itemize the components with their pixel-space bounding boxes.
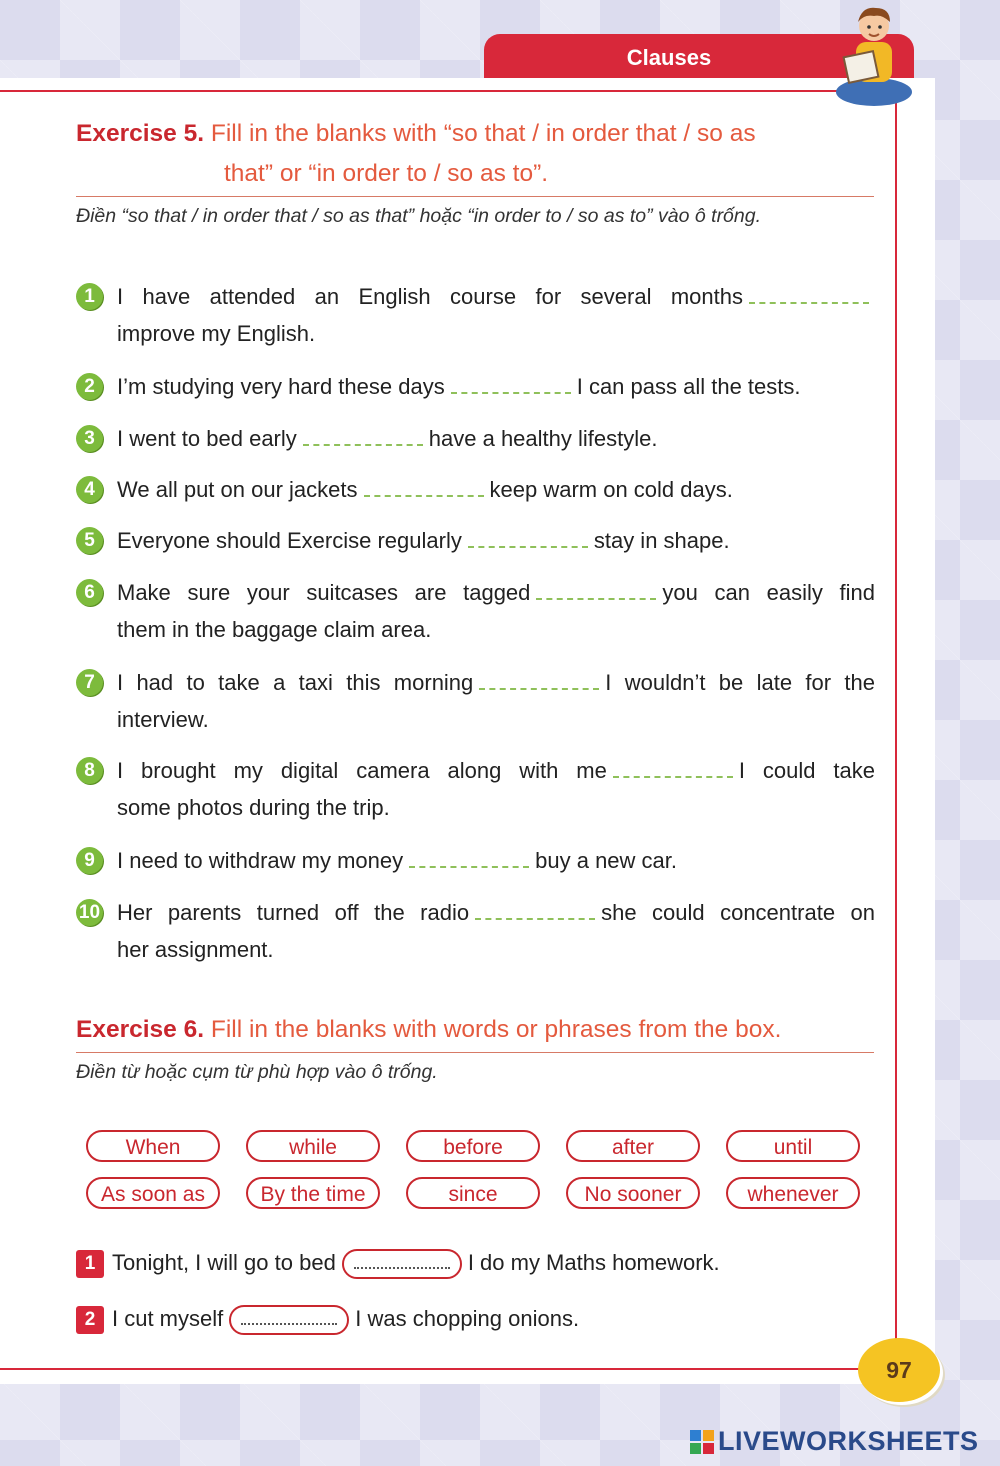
liveworksheets-logo-icon bbox=[690, 1430, 714, 1454]
answer-blank[interactable] bbox=[479, 674, 599, 690]
word-box-option: As soon as bbox=[86, 1177, 220, 1209]
item-text-line bbox=[117, 278, 875, 315]
item-text-before: I’m studying very hard these days bbox=[117, 374, 445, 399]
item-number-badge: 5 bbox=[76, 527, 103, 554]
item-text-before: I cut myself bbox=[112, 1306, 224, 1331]
item-number-badge: 7 bbox=[76, 669, 103, 696]
answer-blank[interactable] bbox=[613, 762, 733, 778]
exercise6-item bbox=[76, 1246, 720, 1280]
page-number-badge: 97 bbox=[858, 1338, 940, 1402]
item-text-after: stay in shape. bbox=[593, 528, 730, 553]
answer-blank[interactable] bbox=[451, 378, 571, 394]
exercise6-subtitle: Điền từ hoặc cụm từ phù hợp vào ô trống. bbox=[76, 1061, 438, 1083]
item-number-badge: 1 bbox=[76, 283, 103, 310]
answer-blank[interactable] bbox=[475, 904, 595, 920]
item-number-badge: 6 bbox=[76, 579, 103, 606]
item-number-badge: 8 bbox=[76, 757, 103, 784]
answer-blank[interactable] bbox=[342, 1249, 462, 1279]
word-box-option: since bbox=[406, 1177, 540, 1209]
item-text-after: you can easily find bbox=[662, 580, 875, 605]
item-text-after: buy a new car. bbox=[535, 848, 678, 873]
exercise6-heading bbox=[76, 1010, 781, 1050]
exercise5-instruction-line2: that” or “in order to / so as to”. bbox=[224, 160, 549, 187]
item-text-continuation: her assignment. bbox=[117, 937, 274, 962]
item-text-after: she could concentrate on bbox=[601, 900, 875, 925]
liveworksheets-brand: LIVEWORKSHEETS bbox=[718, 1426, 979, 1456]
frame-right-rule bbox=[895, 90, 897, 1350]
item-text-after: I do my Maths homework. bbox=[467, 1250, 720, 1275]
word-box-option: No sooner bbox=[566, 1177, 700, 1209]
item-text-after: I could take bbox=[738, 758, 875, 783]
item-text-before: I brought my digital camera along with me bbox=[117, 758, 607, 783]
exercise6-instruction: Fill in the blanks with words or phrases from the box. bbox=[210, 1016, 782, 1043]
item-text-after: I can pass all the tests. bbox=[576, 374, 801, 399]
exercise6-divider bbox=[76, 1052, 874, 1053]
item-text-line bbox=[117, 752, 875, 789]
answer-blank[interactable] bbox=[749, 288, 869, 304]
item-text-continuation: improve my English. bbox=[117, 321, 316, 346]
item-text-before: Everyone should Exercise regularly bbox=[117, 528, 462, 553]
item-text-line bbox=[117, 522, 875, 559]
frame-top-rule bbox=[0, 90, 905, 92]
reading-boy-mascot-icon bbox=[832, 2, 916, 108]
item-text-before: Her parents turned off the radio bbox=[117, 900, 470, 925]
item-text-after: have a healthy lifestyle. bbox=[428, 426, 658, 451]
item-number-badge: 2 bbox=[76, 1306, 104, 1334]
item-number-badge: 10 bbox=[76, 899, 103, 926]
chapter-title: Clauses bbox=[626, 45, 712, 70]
word-box-option: whenever bbox=[726, 1177, 860, 1209]
exercise5-heading bbox=[76, 114, 756, 154]
item-text-continuation: some photos during the trip. bbox=[117, 795, 390, 820]
word-box-option: When bbox=[86, 1130, 220, 1162]
exercise5-subtitle: Điền “so that / in order that / so as that” hoặc “in order to / so as to” vào ô trống. bbox=[76, 205, 762, 227]
word-box-option: before bbox=[406, 1130, 540, 1162]
item-text-line bbox=[117, 368, 875, 405]
item-text-before: Tonight, I will go to bed bbox=[112, 1250, 336, 1275]
item-number-badge: 3 bbox=[76, 425, 103, 452]
item-number-badge: 9 bbox=[76, 847, 103, 874]
answer-blank[interactable] bbox=[303, 430, 423, 446]
item-text-after: keep warm on cold days. bbox=[489, 477, 733, 502]
item-text-before: I went to bed early bbox=[117, 426, 297, 451]
item-text-line bbox=[117, 574, 875, 611]
item-text-after: I wouldn’t be late for the bbox=[605, 670, 875, 695]
item-text-line bbox=[117, 664, 875, 701]
item-number-badge: 2 bbox=[76, 373, 103, 400]
item-text-before: We all put on our jackets bbox=[117, 477, 358, 502]
word-box-option: By the time bbox=[246, 1177, 380, 1209]
item-text-continuation: interview. bbox=[117, 707, 209, 732]
answer-blank[interactable] bbox=[536, 584, 656, 600]
exercise6-item bbox=[76, 1302, 579, 1336]
answer-blank[interactable] bbox=[409, 852, 529, 868]
item-text-line bbox=[117, 894, 875, 931]
item-text-before: I had to take a taxi this morning bbox=[117, 670, 474, 695]
item-number-badge: 4 bbox=[76, 476, 103, 503]
item-text-before: I need to withdraw my money bbox=[117, 848, 404, 873]
item-text-continuation: them in the baggage claim area. bbox=[117, 617, 432, 642]
exercise5-label: Exercise 5. bbox=[76, 120, 205, 147]
item-number-badge: 1 bbox=[76, 1250, 104, 1278]
word-box-option: until bbox=[726, 1130, 860, 1162]
word-box-option: after bbox=[566, 1130, 700, 1162]
item-text-line bbox=[117, 471, 875, 508]
word-box-option: while bbox=[246, 1130, 380, 1162]
item-text-before: I have attended an English course for several months bbox=[117, 284, 743, 309]
item-text-after: I was chopping onions. bbox=[355, 1306, 580, 1331]
exercise5-instruction-line1: Fill in the blanks with “so that / in order that / so as bbox=[210, 120, 756, 147]
answer-blank[interactable] bbox=[364, 481, 484, 497]
exercise6-label: Exercise 6. bbox=[76, 1016, 205, 1043]
answer-blank[interactable] bbox=[468, 532, 588, 548]
exercise5-divider bbox=[76, 196, 874, 197]
item-text-line bbox=[117, 420, 875, 457]
answer-blank[interactable] bbox=[229, 1305, 349, 1335]
frame-bottom-rule bbox=[0, 1368, 860, 1370]
item-text-before: Make sure your suitcases are tagged bbox=[117, 580, 531, 605]
item-text-line bbox=[117, 842, 875, 879]
